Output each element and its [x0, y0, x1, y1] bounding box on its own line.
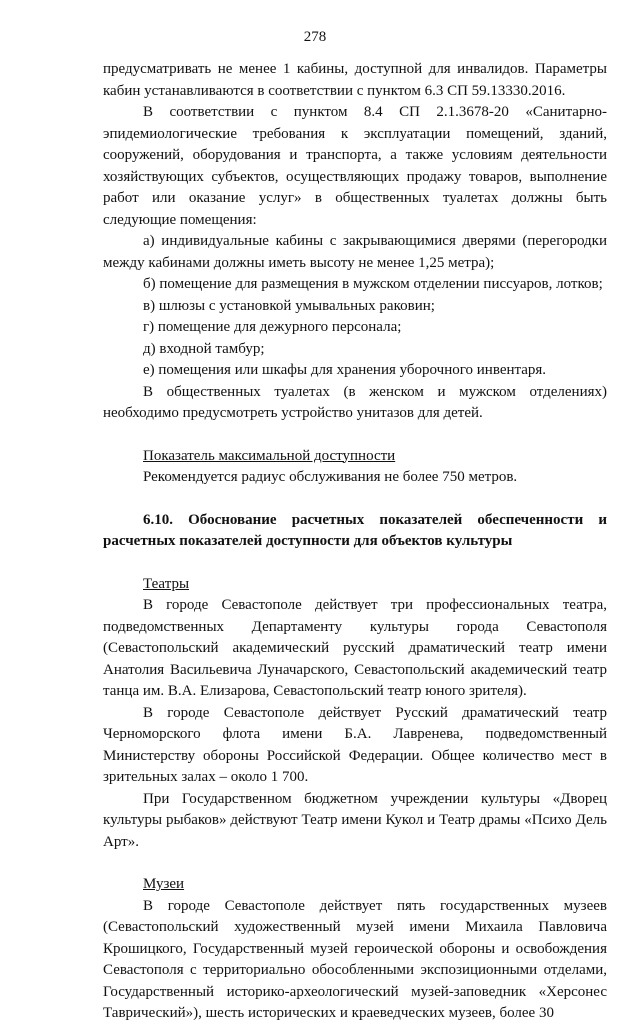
list-item-d: д) входной тамбур; [143, 340, 265, 357]
page-number: 278 [303, 29, 327, 45]
museums-heading: Музеи [143, 876, 185, 892]
theatres-heading: Театры [143, 575, 190, 592]
theatres-paragraph-3: При Государственном бюджетном учреждении культуры «Дворец культуры рыбаков» действуют Театр имени Кукол и Театр драмы «Психо Дель Арт». [103, 790, 607, 850]
spacer [103, 853, 607, 874]
section-heading: 6.10. Обоснование расчетных показателей обеспеченности и расчетных показателей доступности для объектов культуры [103, 511, 607, 549]
paragraph-children-toilets: В общественных туалетах (в женском и мужском отделениях) необходимо предусмотреть устройство унитазов для детей. [103, 383, 607, 421]
max-access-text: Рекомендуется радиус обслуживания не более 750 метров. [143, 469, 518, 485]
paragraph-continuation: предусматривать не менее 1 кабины, доступной для инвалидов. Параметры кабин устанавливаются в соответствии с пунктом 6.3 СП 59.13330.2016. [103, 61, 607, 99]
list-item-a: а) индивидуальные кабины с закрывающимися дверями (перегородки между кабинами должны иметь высоту не менее 1,25 метра); [103, 233, 607, 271]
page-body [103, 59, 607, 1025]
max-access-heading: Показатель максимальной доступности [143, 447, 396, 464]
list-item-g: г) помещение для дежурного персонала; [143, 319, 402, 335]
museums-paragraph-1: В городе Севастополе действует пять государственных музеев (Севастопольский художественный музей имени Михаила Павловича Крошицкого, Государственный музей героической обороны и освобождения Севастополя с территориально обособленными экспозиционными отделами, Государственный историко-археологический музей-заповедник «Херсонес Таврический»), шесть исторических и краеведческих музеев, более 30 [103, 897, 607, 1021]
paragraph-sanpin: В соответствии с пунктом 8.4 СП 2.1.3678-20 «Санитарно-эпидемиологические требования к эксплуатации помещений, зданий, сооружений, оборудования и транспорта, а также условиям деятельности хозяйствующих субъектов, осуществляющих продажу товаров, выполнение работ или оказание услуг» в общественных туалетах должны быть следующие помещения: [103, 104, 607, 228]
theatres-paragraph-2: В городе Севастополе действует Русский драматический театр Черноморского флота имени Б.А. Лавренева, подведомственный Министерству обороны Российской Федерации. Общее количество мест в зрительных залах – около 1 700. [103, 704, 607, 785]
spacer [103, 553, 607, 574]
spacer [103, 425, 607, 446]
theatres-paragraph-1: В городе Севастополе действует три профессиональных театра, подведомственных Департаменту культуры города Севастополя (Севастопольский академический русский драматический театр имени Анатолия Васильевича Луначарского, Севастопольский академический театр танца им. В.А. Елизарова, Севастопольский театр юного зрителя). [103, 597, 607, 699]
list-item-e: е) помещения или шкафы для хранения уборочного инвентаря. [143, 362, 547, 378]
list-item-b: б) помещение для размещения в мужском отделении писсуаров, лотков; [143, 276, 603, 292]
spacer [103, 489, 607, 510]
list-item-v: в) шлюзы с установкой умывальных раковин; [143, 297, 435, 314]
